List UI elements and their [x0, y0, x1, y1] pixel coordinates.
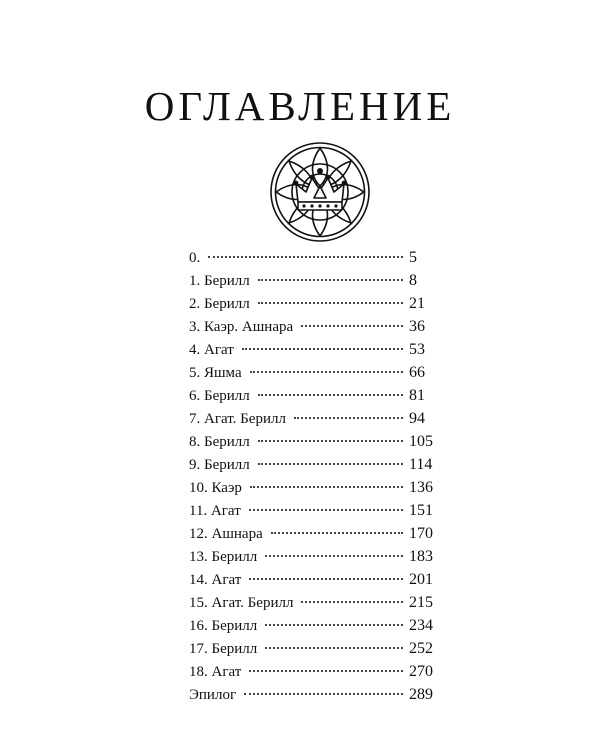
toc-leader-dots	[258, 302, 403, 304]
toc-entry[interactable]	[189, 547, 459, 570]
toc-entry[interactable]	[189, 363, 459, 386]
toc-leader-dots	[208, 256, 403, 258]
toc-entry-page: 201	[409, 571, 433, 588]
toc-entry-page: 183	[409, 548, 433, 565]
toc-entry[interactable]	[189, 501, 459, 524]
toc-leader-dots	[249, 509, 403, 511]
toc-entry-page: 81	[409, 387, 425, 404]
toc-entry-label: 9. Берилл	[189, 457, 250, 473]
toc-entry[interactable]	[189, 639, 459, 662]
toc-entry-page: 289	[409, 686, 433, 703]
toc-leader-dots	[265, 647, 403, 649]
toc-entry-page: 114	[409, 456, 433, 473]
toc-entry-label: 2. Берилл	[189, 296, 250, 312]
toc-entry[interactable]	[189, 294, 459, 317]
toc-leader-dots	[258, 440, 403, 442]
toc-leader-dots	[242, 348, 403, 350]
toc-leader-dots	[250, 371, 403, 373]
toc-entry[interactable]	[189, 432, 459, 455]
toc-leader-dots	[294, 417, 403, 419]
toc-leader-dots	[244, 693, 403, 695]
toc-entry-page: 170	[409, 525, 433, 542]
toc-leader-dots	[301, 325, 403, 327]
toc-leader-dots	[265, 624, 403, 626]
toc-entry-label: 5. Яшма	[189, 365, 242, 381]
toc-entry-page: 36	[409, 318, 425, 335]
toc-entry[interactable]	[189, 317, 459, 340]
toc-entry[interactable]	[189, 340, 459, 363]
toc-entry-label: 4. Агат	[189, 342, 234, 358]
toc-entry-label: 10. Каэр	[189, 480, 242, 496]
toc-entry-label: 17. Берилл	[189, 641, 258, 657]
page-title: ОГЛАВЛЕНИЕ	[144, 83, 456, 129]
toc-entry[interactable]	[189, 570, 459, 593]
toc-entry-label: 14. Агат	[189, 572, 242, 588]
toc-leader-dots	[301, 601, 403, 603]
toc-entry[interactable]	[189, 409, 459, 432]
toc-entry[interactable]	[189, 616, 459, 639]
toc-entry-label: 6. Берилл	[189, 388, 250, 404]
toc-entry[interactable]	[189, 478, 459, 501]
toc-entry-label: 12. Ашнара	[189, 526, 263, 542]
toc-entry-label: Эпилог	[189, 687, 237, 703]
toc-entry-page: 136	[409, 479, 433, 496]
toc-entry-label: 13. Берилл	[189, 549, 258, 565]
toc-entry[interactable]	[189, 248, 459, 271]
toc-entry-page: 215	[409, 594, 433, 611]
toc-entry-page: 21	[409, 295, 425, 312]
crown-rosette-emblem-icon	[268, 140, 372, 244]
toc-leader-dots	[250, 486, 403, 488]
table-of-contents	[189, 248, 459, 708]
toc-entry-label: 1. Берилл	[189, 273, 250, 289]
toc-entry-page: 94	[409, 410, 425, 427]
toc-entry-page: 270	[409, 663, 433, 680]
toc-entry[interactable]	[189, 386, 459, 409]
toc-entry-page: 5	[409, 249, 417, 266]
toc-entry-page: 151	[409, 502, 433, 519]
toc-entry[interactable]	[189, 593, 459, 616]
toc-entry-label: 0.	[189, 250, 201, 266]
toc-entry[interactable]	[189, 455, 459, 478]
toc-leader-dots	[265, 555, 403, 557]
toc-entry-label: 16. Берилл	[189, 618, 258, 634]
toc-leader-dots	[249, 578, 403, 580]
toc-entry-label: 15. Агат. Берилл	[189, 595, 294, 611]
toc-entry[interactable]	[189, 662, 459, 685]
toc-entry-label: 18. Агат	[189, 664, 242, 680]
toc-leader-dots	[258, 394, 403, 396]
toc-entry-page: 66	[409, 364, 425, 381]
toc-entry[interactable]	[189, 271, 459, 294]
toc-entry[interactable]	[189, 685, 459, 708]
toc-entry-page: 8	[409, 272, 417, 289]
toc-entry-label: 11. Агат	[189, 503, 241, 519]
toc-entry-label: 7. Агат. Берилл	[189, 411, 286, 427]
toc-entry[interactable]	[189, 524, 459, 547]
toc-entry-page: 234	[409, 617, 433, 634]
toc-entry-page: 53	[409, 341, 425, 358]
toc-leader-dots	[258, 279, 403, 281]
toc-leader-dots	[258, 463, 403, 465]
toc-entry-page: 252	[409, 640, 433, 657]
toc-leader-dots	[271, 532, 403, 534]
toc-entry-page: 105	[409, 433, 433, 450]
toc-entry-label: 3. Каэр. Ашнара	[189, 319, 294, 335]
toc-entry-label: 8. Берилл	[189, 434, 250, 450]
toc-leader-dots	[249, 670, 403, 672]
